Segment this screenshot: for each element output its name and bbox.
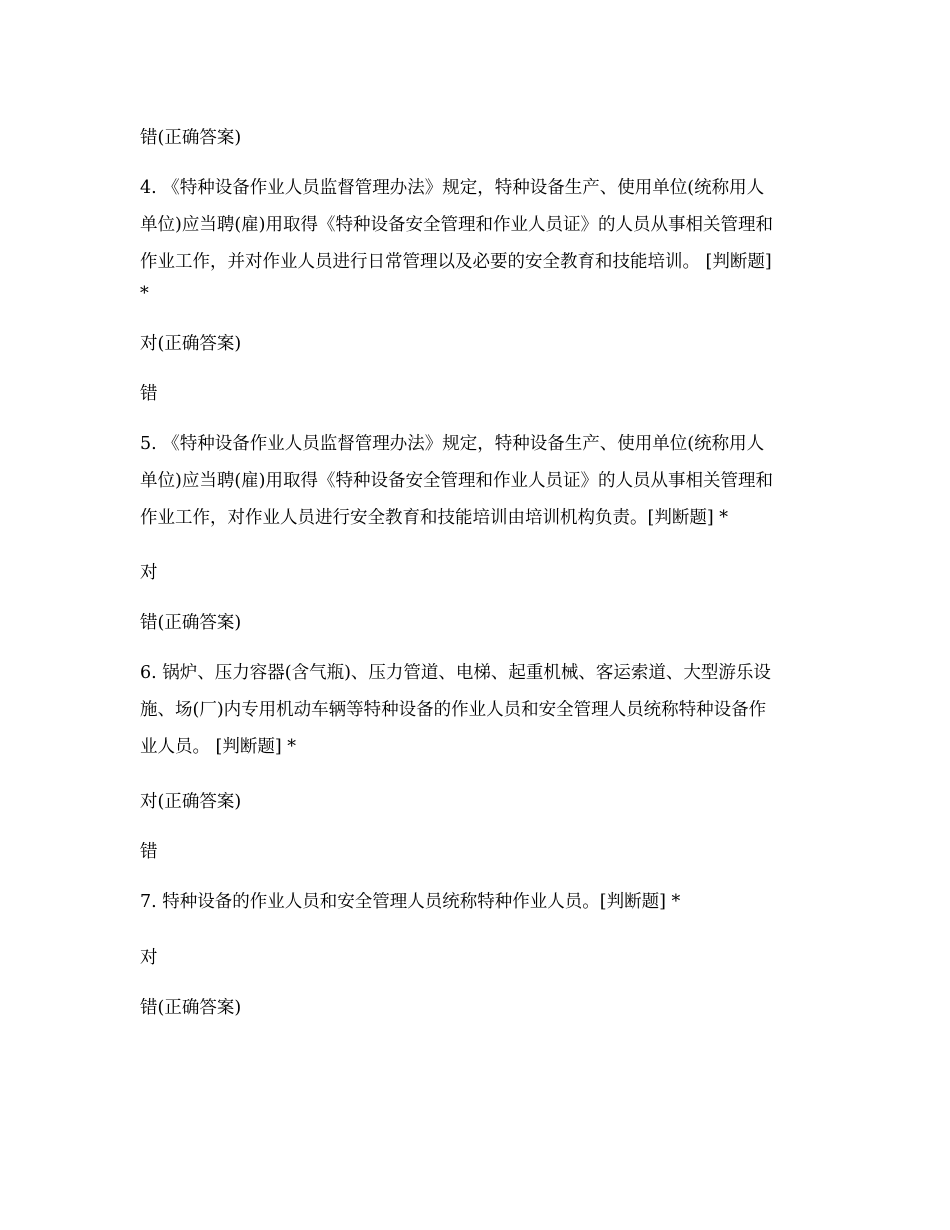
question-4-line-4: *	[140, 284, 149, 304]
question-6-line-2: 施、场(厂)内专用机动车辆等特种设备的作业人员和安全管理人员统称特种设备作	[140, 700, 767, 720]
option-prev-wrong-correct: 错(正确答案)	[140, 128, 242, 148]
question-4-option-true: 对(正确答案)	[140, 334, 242, 354]
question-7-option-false: 错(正确答案)	[140, 998, 242, 1018]
question-7-option-true: 对	[140, 948, 158, 968]
question-6-option-false: 错	[140, 842, 158, 862]
question-7-line-1: 7. 特种设备的作业人员和安全管理人员统称特种作业人员。[判断题] *	[140, 892, 681, 912]
question-4-line-3: 作业工作，并对作业人员进行日常管理以及必要的安全教育和技能培训。 [判断题]	[140, 252, 772, 272]
question-5-line-3: 作业工作，对作业人员进行安全教育和技能培训由培训机构负责。[判断题] *	[140, 508, 728, 528]
question-5	[140, 432, 830, 530]
question-4-line-1: 4. 《特种设备作业人员监督管理办法》规定，特种设备生产、使用单位(统称用人	[140, 178, 765, 198]
question-4-option-false: 错	[140, 384, 158, 404]
question-5-option-false: 错(正确答案)	[140, 613, 242, 633]
document-content	[140, 126, 830, 1020]
question-4	[140, 176, 830, 306]
question-5-line-2: 单位)应当聘(雇)用取得《特种设备安全管理和作业人员证》的人员从事相关管理和	[140, 471, 773, 491]
question-5-option-true: 对	[140, 563, 158, 583]
question-6-option-true: 对(正确答案)	[140, 792, 242, 812]
question-6	[140, 661, 830, 759]
question-5-line-1: 5. 《特种设备作业人员监督管理办法》规定，特种设备生产、使用单位(统称用人	[140, 434, 765, 454]
question-6-line-1: 6. 锅炉、压力容器(含气瓶)、压力管道、电梯、起重机械、客运索道、大型游乐设	[140, 663, 771, 683]
question-7	[140, 890, 830, 914]
question-6-line-3: 业人员。 [判断题] *	[140, 737, 297, 757]
question-4-line-2: 单位)应当聘(雇)用取得《特种设备安全管理和作业人员证》的人员从事相关管理和	[140, 215, 773, 235]
